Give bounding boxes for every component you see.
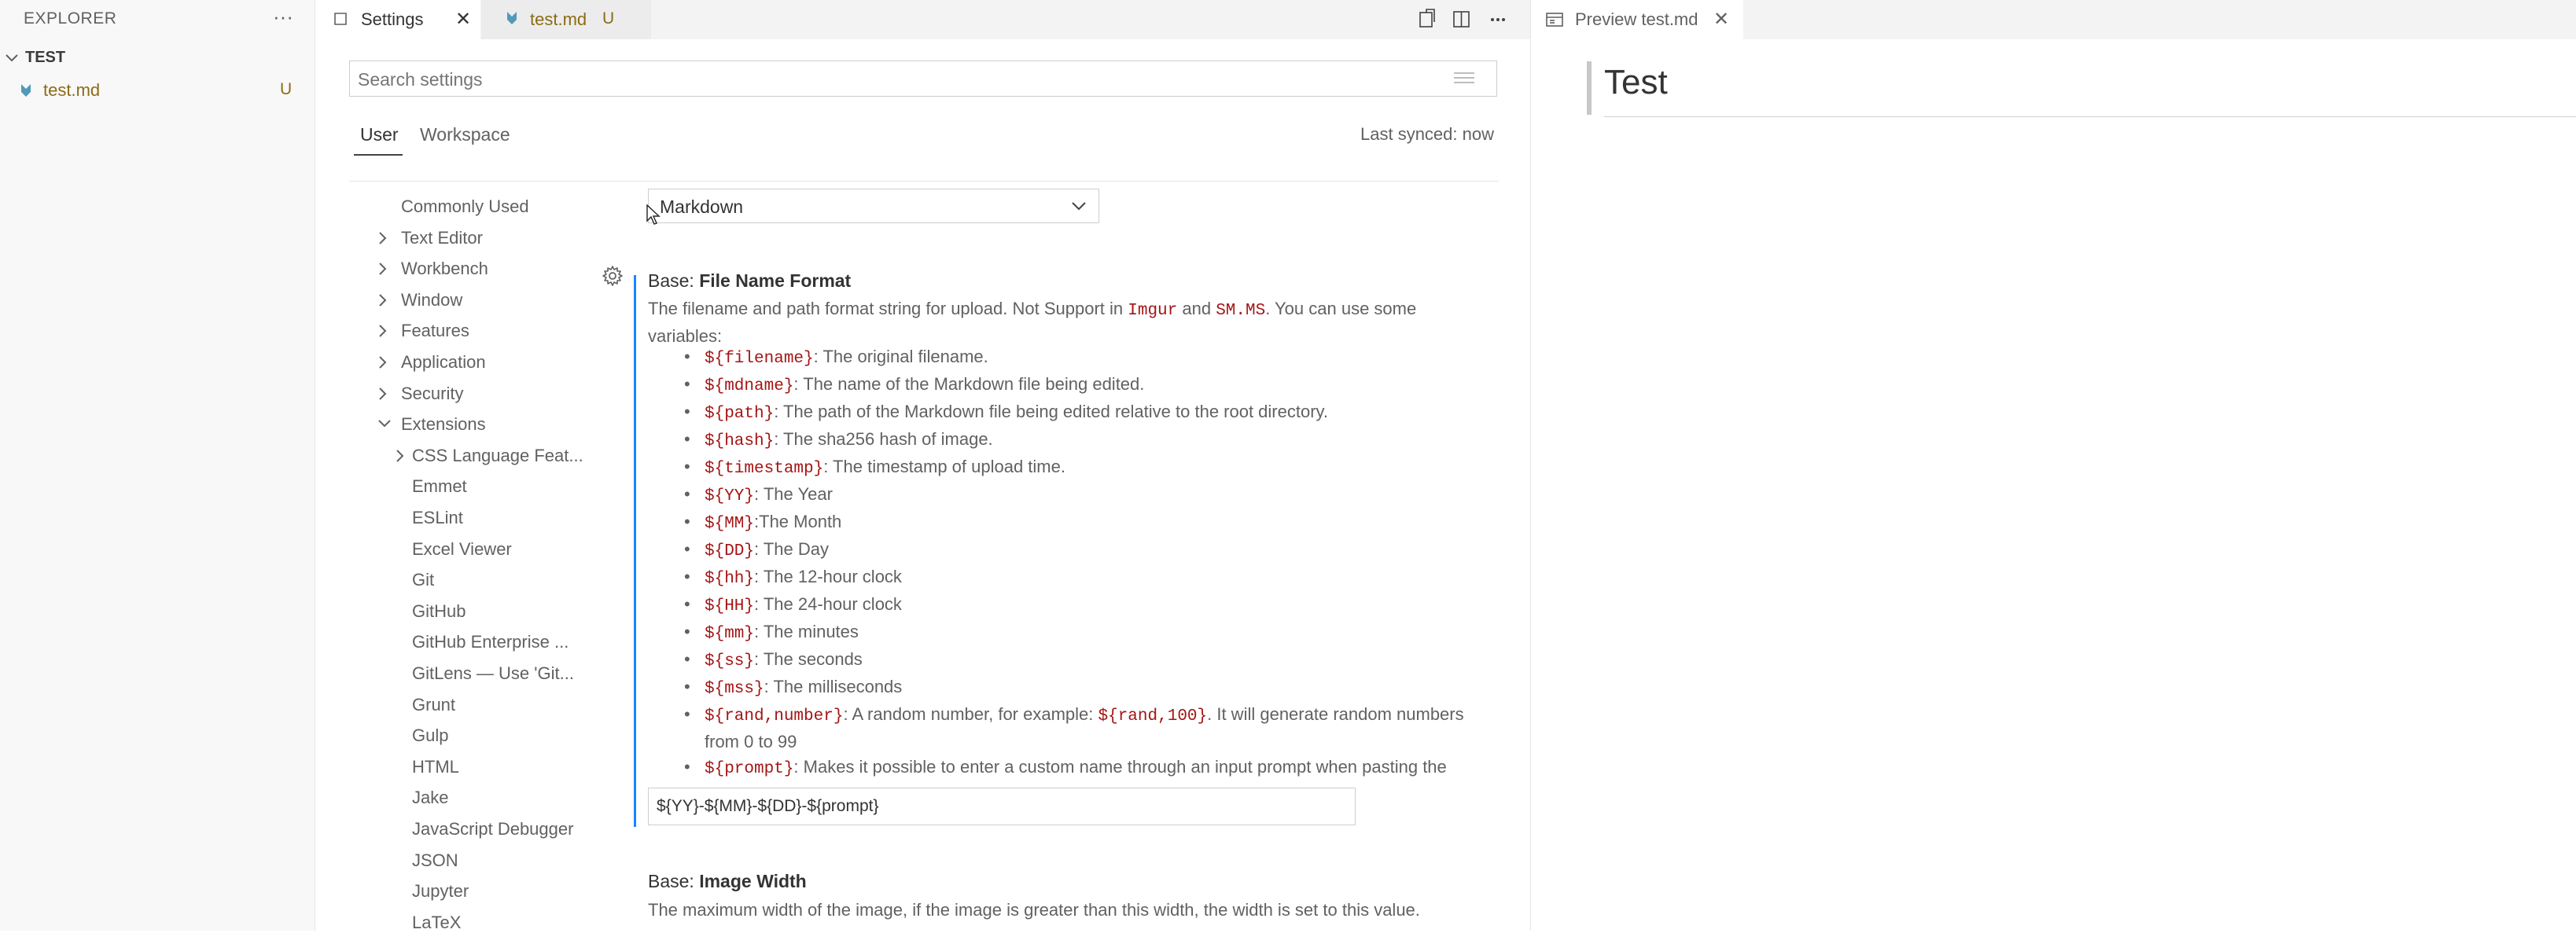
chevron-right-icon — [377, 387, 388, 401]
toc-item[interactable] — [412, 881, 469, 902]
toc-item-label: HTML — [412, 756, 459, 777]
markdown-file-icon — [505, 9, 519, 27]
preview-icon — [1545, 11, 1564, 28]
toc-item-label: Emmet — [412, 476, 467, 497]
settings-toc — [315, 182, 598, 931]
toc-item[interactable] — [412, 850, 458, 871]
preview-heading: Test — [1604, 63, 1668, 101]
chevron-right-icon — [377, 262, 388, 276]
toc-item[interactable] — [412, 570, 434, 590]
toc-item[interactable] — [412, 601, 466, 622]
toc-item[interactable] — [401, 321, 469, 341]
split-editor-icon[interactable] — [1445, 5, 1477, 35]
setting-description: The maximum width of the image, if the image is greater than this width, the width is set to this value. — [648, 900, 1420, 920]
explorer-sidebar — [0, 0, 315, 931]
filter-icon[interactable] — [1451, 69, 1478, 88]
file-name-format-input[interactable] — [648, 788, 1356, 825]
markdown-file-icon — [19, 83, 33, 98]
variable-item: • ${mm}: The minutes — [676, 619, 1478, 647]
toc-item[interactable] — [412, 446, 583, 466]
close-icon[interactable]: ✕ — [455, 9, 472, 30]
toc-item[interactable] — [412, 819, 573, 839]
chevron-right-icon — [377, 355, 388, 369]
setting-title-image-width: Base: Image Width — [648, 871, 807, 891]
toc-item[interactable] — [401, 197, 529, 217]
toc-item-label: Jake — [412, 788, 449, 808]
tab-workspace[interactable]: Workspace — [420, 124, 510, 145]
chevron-down-icon — [377, 417, 392, 430]
variable-item: • ${path}: The path of the Markdown file being edited relative to the root directory. — [676, 399, 1478, 427]
variable-item: • ${YY}: The Year — [676, 482, 1478, 509]
more-actions-icon[interactable]: ··· — [273, 5, 293, 28]
tab-test-label: test.md — [530, 9, 587, 29]
active-tab-indicator — [354, 154, 403, 156]
toc-item[interactable] — [412, 788, 448, 808]
toc-item[interactable] — [412, 476, 467, 497]
folder-row-test[interactable] — [0, 46, 315, 71]
variable-list — [676, 344, 1478, 807]
tab-settings-label: Settings — [361, 9, 424, 29]
editor-group-divider[interactable] — [1530, 0, 1531, 931]
toc-item-label: GitHub Enterprise ... — [412, 632, 569, 652]
file-item-test-md[interactable] — [0, 77, 315, 104]
toc-item-label: Extensions — [401, 414, 486, 435]
toc-item-label: Git — [412, 570, 435, 590]
toc-item-label: Commonly Used — [401, 197, 529, 216]
toc-item-label: LaTeX — [412, 912, 462, 932]
chevron-right-icon — [377, 293, 388, 307]
toc-item-label: Text Editor — [401, 227, 483, 248]
toc-item[interactable] — [401, 290, 462, 310]
toc-item-label: Excel Viewer — [412, 538, 512, 559]
toc-item[interactable] — [401, 259, 488, 279]
setting-title-file-name-format: Base: File Name Format — [648, 270, 852, 291]
toc-item-label: GitLens — Use 'Git... — [412, 663, 574, 683]
toc-item-label: Features — [401, 321, 469, 341]
toc-item-label: JavaScript Debugger — [412, 819, 574, 839]
mouse-cursor-icon — [646, 204, 661, 225]
untracked-badge: U — [280, 80, 293, 98]
toc-item[interactable] — [412, 913, 461, 933]
variable-item: • ${hash}: The sha256 hash of image. — [676, 427, 1478, 454]
open-settings-json-icon[interactable] — [1411, 5, 1442, 35]
toc-item-label: Gulp — [412, 725, 449, 746]
toc-item[interactable] — [412, 663, 574, 684]
setting-description: The filename and path format string for upload. Not Support in Imgur and SM.MS. You can use some variables: — [648, 299, 1417, 346]
tab-settings[interactable] — [315, 0, 480, 39]
variable-item: • ${mss}: The milliseconds — [676, 674, 1478, 702]
variable-item: • ${MM}:The Month — [676, 509, 1478, 537]
tab-preview-test-md[interactable] — [1531, 0, 1743, 39]
chevron-right-icon — [377, 324, 388, 338]
modified-indicator — [634, 275, 636, 827]
toc-item-label: Window — [401, 289, 463, 310]
blockquote-bar — [1587, 61, 1592, 115]
settings-file-icon — [333, 11, 348, 27]
toc-item[interactable] — [401, 352, 486, 373]
untracked-badge: U — [602, 9, 615, 28]
toc-item[interactable] — [401, 414, 486, 435]
toc-item-label: Security — [401, 383, 464, 403]
toc-item-label: CSS Language Feat... — [412, 445, 583, 465]
variable-item: • ${mdname}: The name of the Markdown file being edited. — [676, 372, 1478, 399]
toc-item[interactable] — [401, 384, 463, 404]
file-label: test.md — [43, 80, 101, 100]
toc-item-label: Jupyter — [412, 881, 469, 902]
toc-item-label: GitHub — [412, 601, 466, 621]
toc-item[interactable] — [412, 695, 455, 715]
toc-item[interactable] — [412, 539, 512, 560]
preview-tab-label: Preview test.md — [1575, 9, 1698, 29]
variable-item: • ${HH}: The 24-hour clock — [676, 592, 1478, 619]
folder-label: TEST — [25, 49, 66, 66]
toc-item-label: Workbench — [401, 259, 488, 279]
toc-item[interactable] — [412, 725, 448, 746]
variable-item: • ${timestamp}: The timestamp of upload time. — [676, 454, 1478, 482]
language-select-value: Markdown — [660, 197, 744, 217]
toc-item-label: ESLint — [412, 508, 463, 527]
variable-item: • ${filename}: The original filename. — [676, 344, 1478, 372]
toc-item-label: Grunt — [412, 694, 456, 714]
chevron-right-icon — [395, 449, 406, 463]
search-box — [349, 61, 1497, 97]
toc-item-label: Application — [401, 352, 486, 372]
chevron-right-icon — [377, 231, 388, 245]
gear-icon[interactable] — [601, 264, 624, 288]
chevron-down-icon — [5, 53, 19, 64]
language-select[interactable] — [648, 189, 1099, 223]
more-actions-icon[interactable] — [1483, 5, 1514, 35]
variable-item: • ${DD}: The Day — [676, 537, 1478, 564]
heading-rule — [1604, 116, 2576, 117]
variable-item: • ${ss}: The seconds — [676, 647, 1478, 674]
close-icon[interactable]: ✕ — [1713, 9, 1730, 30]
chevron-down-icon — [1070, 200, 1087, 211]
explorer-title: EXPLORER — [24, 9, 117, 28]
toc-item[interactable] — [401, 228, 483, 248]
variable-item: • ${prompt}: Makes it possible to enter a custom name through an input prompt when pasting the — [676, 755, 1478, 807]
toc-item[interactable] — [412, 632, 569, 652]
tab-user[interactable]: User — [360, 124, 399, 145]
last-synced-status: Last synced: now — [1360, 124, 1494, 144]
toc-item[interactable] — [412, 757, 459, 777]
variable-item: • ${hh}: The 12-hour clock — [676, 564, 1478, 592]
tab-test-md[interactable] — [481, 0, 651, 39]
divider — [349, 181, 1499, 182]
search-input[interactable] — [350, 61, 1444, 97]
toc-item[interactable] — [412, 508, 463, 528]
variable-item: • ${rand,number}: A random number, for example: ${rand,100}. It will generate random numbers from 0 to 99 — [676, 702, 1478, 755]
toc-item-label: JSON — [412, 850, 458, 870]
